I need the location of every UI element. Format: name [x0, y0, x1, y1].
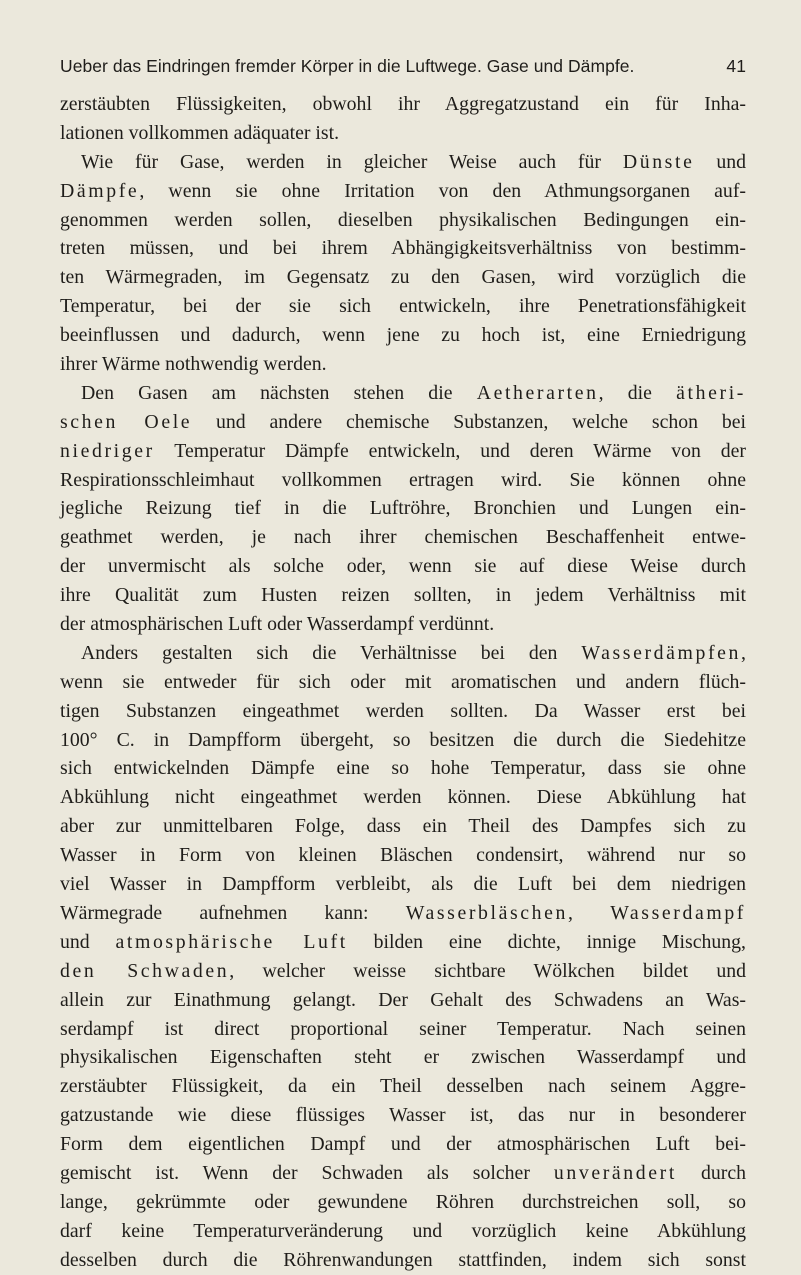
spaced-term: niedriger: [60, 439, 155, 462]
spaced-term: Wasserdämpfen: [581, 641, 742, 664]
spaced-term: ätheri-: [676, 381, 746, 404]
text-line: den Schwaden, welcher weisse sichtbare Wölkchen bildet und: [60, 959, 746, 982]
spaced-term: atmosphärische Luft: [115, 930, 348, 953]
text-line: serdampf ist direct proportional seiner Temperatur. Nach seinen: [60, 1017, 746, 1040]
text-line: genommen werden sollen, dieselben physikalischen Bedingungen ein-: [60, 208, 746, 231]
text-line: Abkühlung nicht eingeathmet werden können. Diese Abkühlung hat: [60, 786, 746, 809]
text-line: treten müssen, und bei ihrem Abhängigkeitsverhältniss von bestimm-: [60, 237, 746, 260]
spaced-term: Aetherarten: [476, 381, 599, 404]
text-line: viel Wasser in Dampfform verbleibt, als die Luft bei dem niedrigen: [60, 873, 746, 896]
spaced-term: Dünste: [622, 150, 695, 173]
text-line: ten Wärmegraden, im Gegensatz zu den Gasen, wird vorzüglich die: [60, 266, 746, 289]
text-line: lationen vollkommen adäquater ist.: [60, 121, 340, 144]
text-line: gatzustande wie diese flüssiges Wasser ist, das nur in besonderer: [60, 1104, 746, 1127]
spaced-term: Dämpfe: [60, 179, 140, 202]
text-line: lange, gekrümmte oder gewundene Röhren durchstreichen soll, so: [60, 1190, 746, 1213]
text-line: zerstäubter Flüssigkeit, da ein Theil desselben nach seinem Aggre-: [60, 1075, 746, 1098]
running-header: [60, 56, 746, 84]
text-line: zerstäubten Flüssigkeiten, obwohl ihr Aggregatzustand ein für Inha-: [60, 93, 746, 115]
text-line: und atmosphärische Luft bilden eine dichte, innige Mischung,: [60, 930, 746, 953]
text-line: Wasser in Form von kleinen Bläschen condensirt, während nur so: [60, 844, 746, 867]
page-number: 41: [726, 56, 746, 76]
text-line: Anders gestalten sich die Verhältnisse bei den Wasserdämpfen,: [81, 641, 746, 664]
text-line: der unvermischt als solche oder, wenn sie auf diese Weise durch: [60, 555, 746, 578]
spaced-term: Wasserdampf: [610, 901, 746, 924]
text-line: physikalischen Eigenschaften steht er zwischen Wasserdampf und: [60, 1046, 746, 1069]
spaced-term: Wasserbläschen: [405, 901, 569, 924]
text-line: ihrer Wärme nothwendig werden.: [60, 353, 327, 376]
body-text: [60, 90, 746, 1275]
text-line: sich entwickelnden Dämpfe eine so hohe Temperatur, dass sie ohne: [60, 757, 746, 780]
text-line: Respirationsschleimhaut vollkommen ertragen wird. Sie können ohne: [60, 468, 746, 491]
spaced-term: unverändert: [553, 1161, 677, 1184]
text-line: Den Gasen am nächsten stehen die Aetherarten, die ätheri-: [81, 381, 746, 404]
text-line: wenn sie entweder für sich oder mit aromatischen und andern flüch-: [60, 670, 746, 693]
text-line: beeinflussen und dadurch, wenn jene zu hoch ist, eine Erniedrigung: [60, 324, 746, 347]
text-line: 100° C. in Dampfform übergeht, so besitzen die durch die Siedehitze: [60, 728, 746, 751]
text-line: tigen Substanzen eingeathmet werden sollten. Da Wasser erst bei: [60, 699, 746, 722]
text-line: desselben durch die Röhrenwandungen stattfinden, indem sich sonst: [60, 1248, 746, 1271]
text-line: Temperatur, bei der sie sich entwickeln, ihre Penetrationsfähigkeit: [60, 295, 746, 318]
text-line: aber zur unmittelbaren Folge, dass ein Theil des Dampfes sich zu: [60, 815, 746, 838]
text-line: Form dem eigentlichen Dampf und der atmosphärischen Luft bei-: [60, 1133, 746, 1156]
running-title: Ueber das Eindringen fremder Körper in die Luftwege. Gase und Dämpfe.: [60, 56, 635, 76]
text-line: gemischt ist. Wenn der Schwaden als solcher unverändert durch: [60, 1161, 746, 1184]
text-line: Wie für Gase, werden in gleicher Weise auch für Dünste und: [81, 150, 747, 173]
text-line: ihre Qualität zum Husten reizen sollten, in jedem Verhältniss mit: [60, 584, 746, 607]
text-line: Dämpfe, wenn sie ohne Irritation von den Athmungsorganen auf-: [60, 179, 746, 202]
text-line: geathmet werden, je nach ihrer chemischen Beschaffenheit entwe-: [60, 526, 746, 549]
text-line: niedriger Temperatur Dämpfe entwickeln, und deren Wärme von der: [60, 439, 746, 462]
text-line: schen Oele und andere chemische Substanzen, welche schon bei: [60, 410, 746, 433]
text-line: Wärmegrade aufnehmen kann: Wasserbläschen, Wasserdampf: [60, 901, 746, 924]
spaced-term: den Schwaden: [60, 959, 230, 982]
spaced-term: schen Oele: [60, 410, 193, 433]
text-line: jegliche Reizung tief in die Luftröhre, Bronchien und Lungen ein-: [60, 497, 746, 520]
text-line: darf keine Temperaturveränderung und vorzüglich keine Abkühlung: [60, 1219, 746, 1242]
text-line: allein zur Einathmung gelangt. Der Gehalt des Schwadens an Was-: [60, 988, 746, 1011]
text-line: der atmosphärischen Luft oder Wasserdampf verdünnt.: [60, 613, 495, 636]
